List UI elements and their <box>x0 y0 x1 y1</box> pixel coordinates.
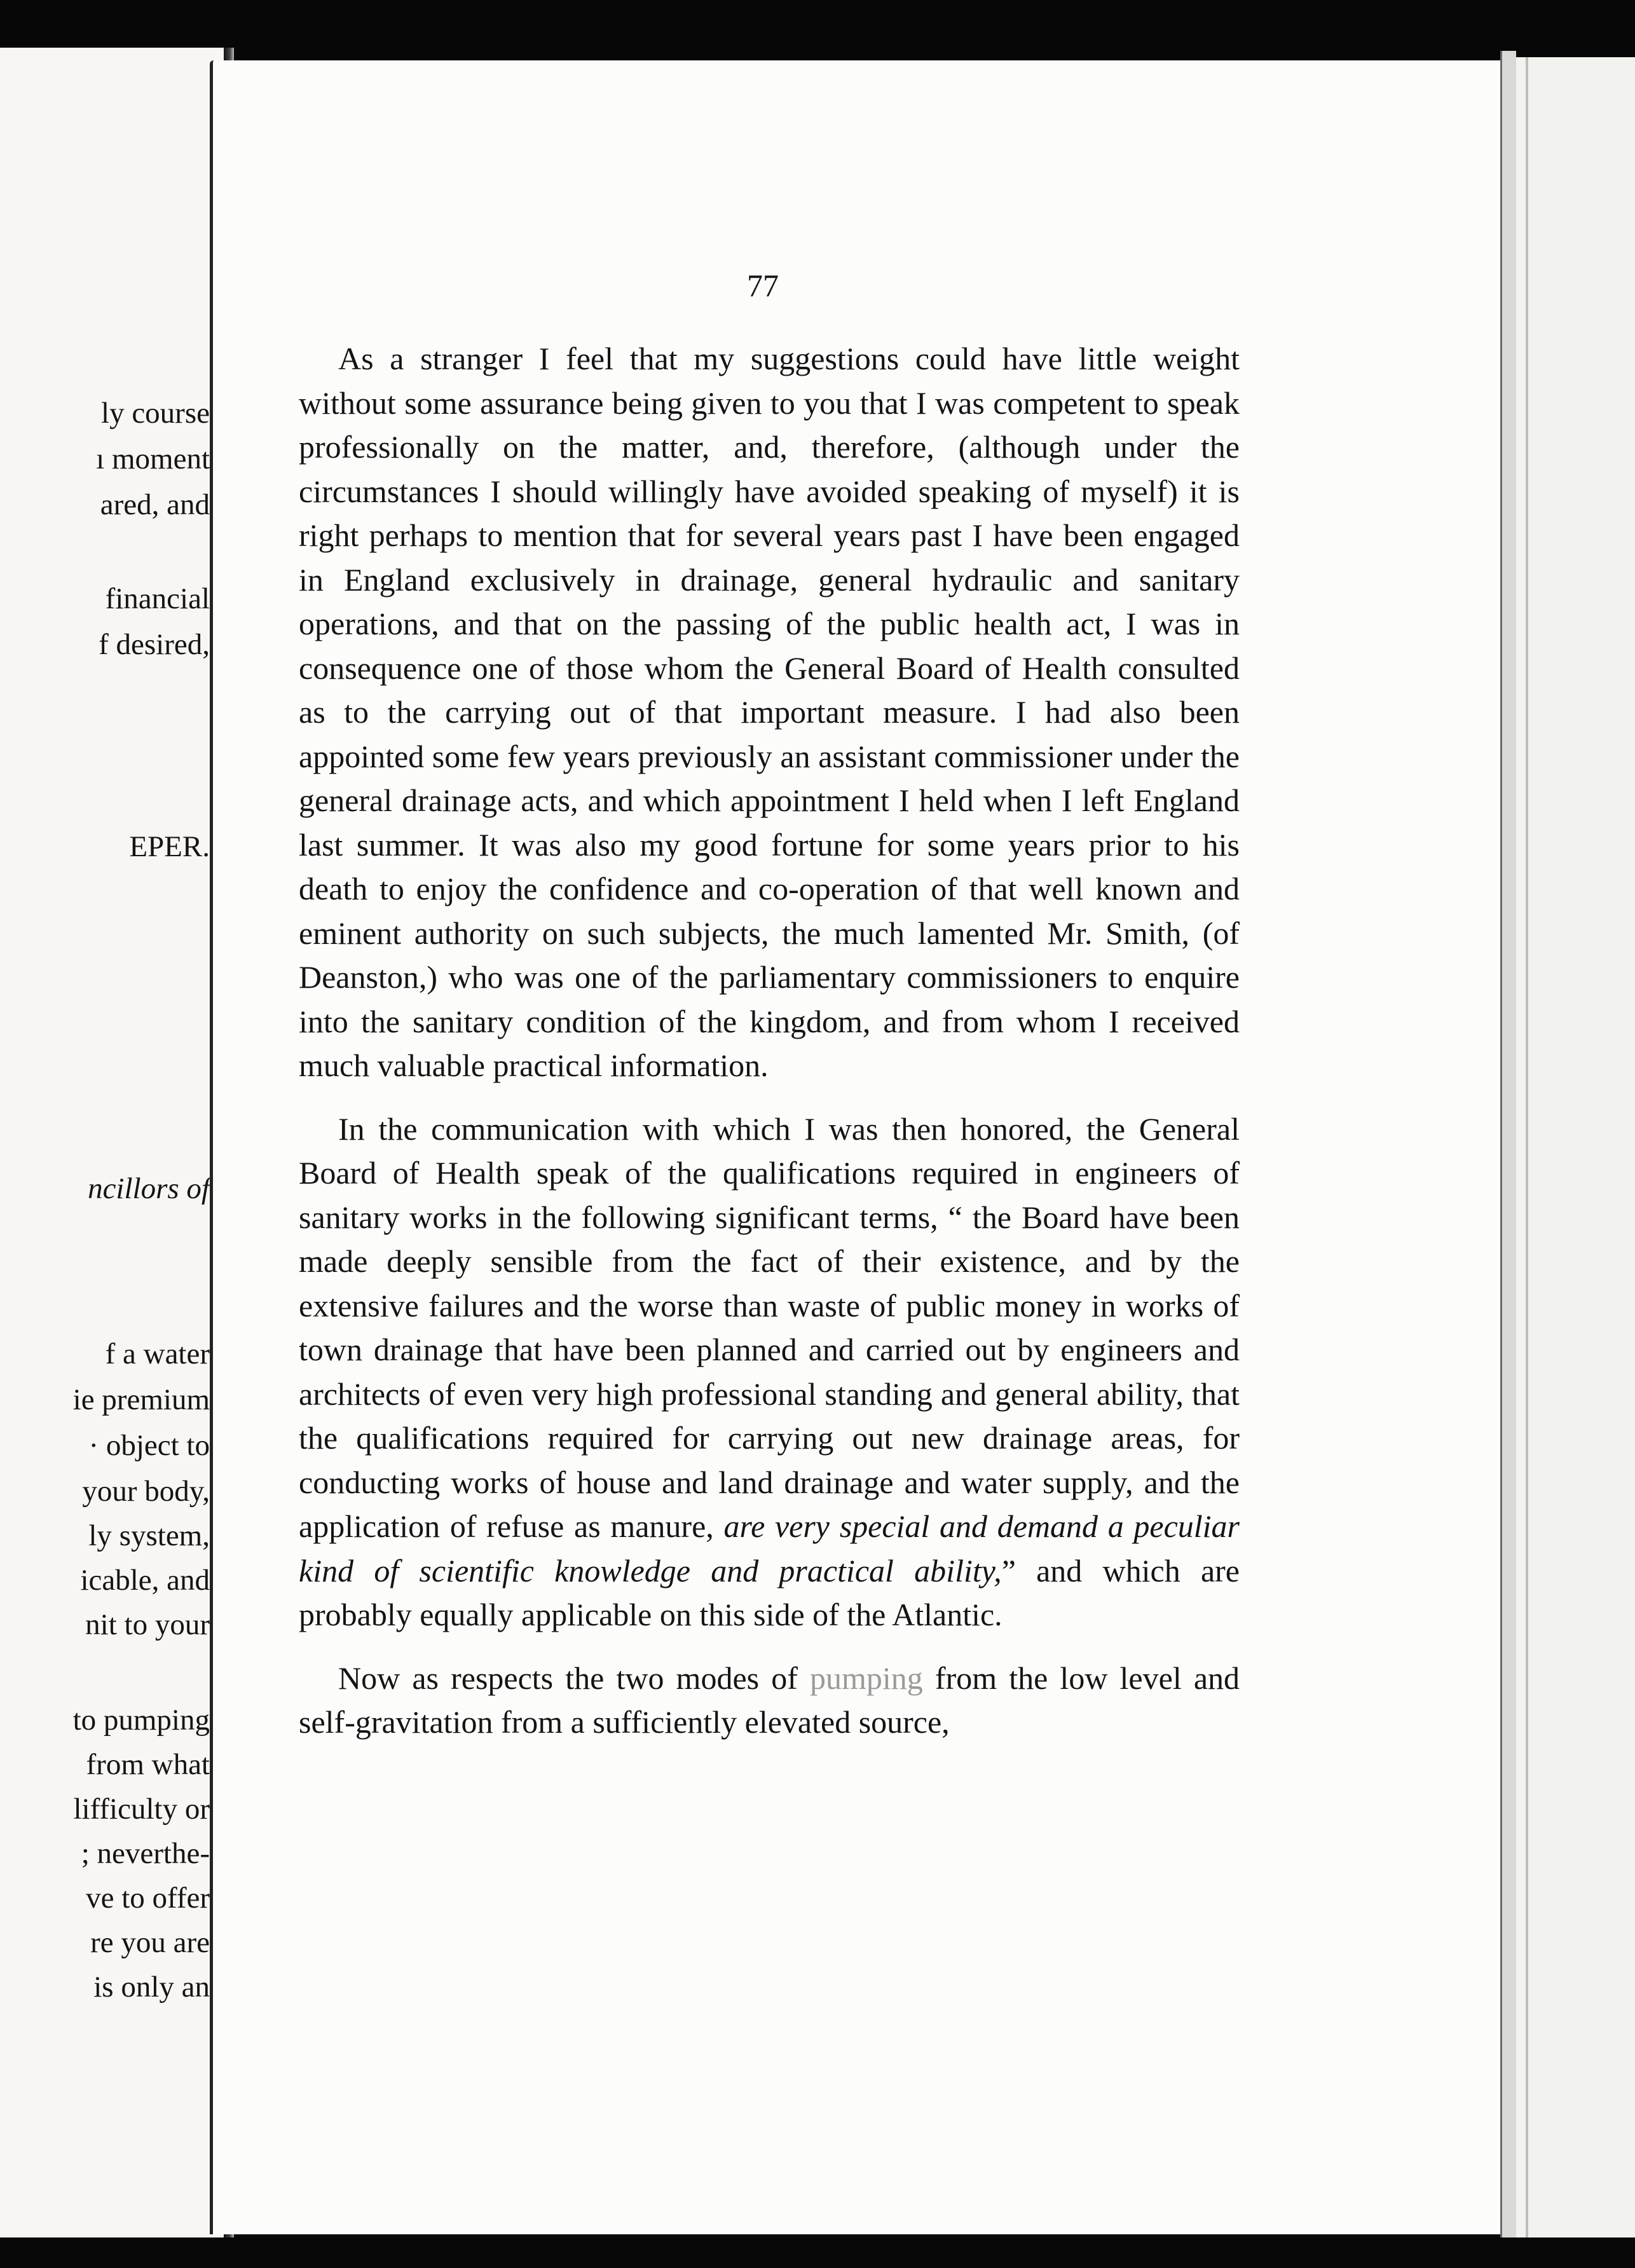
body-text <box>299 337 1240 1764</box>
left-page-fragment: from what <box>86 1748 210 1781</box>
left-page-fragment: f a water <box>105 1337 210 1370</box>
paragraph-text: Now as respects the two modes of <box>338 1660 798 1696</box>
left-page-fragment: f desired, <box>99 628 210 661</box>
left-page-fragment: ı moment <box>96 442 210 475</box>
faint-word: pumping <box>810 1660 923 1696</box>
paragraph-text: ” and which are probably equally applicable on this side of the Atlantic. <box>299 1552 1240 1632</box>
left-page-fragment: ; neverthe- <box>81 1837 210 1870</box>
left-page-fragment: ared, and <box>100 488 210 521</box>
left-page-fragment: re you are <box>90 1926 210 1959</box>
left-page-fragment: financial <box>105 582 210 615</box>
left-page-fragment: to pumping <box>72 1704 210 1737</box>
left-page-fragment: ie premium <box>72 1383 210 1416</box>
left-page-fragment: ve to offer <box>86 1882 210 1915</box>
paragraph-text: As a stranger I feel that my suggestions could have little weight without some assurance being given to you that I was competent to speak professionally on the matter, and, therefore, (although under the circumstances I should willingly have avoided speaking of myself) it is right perhaps to mention that for several years past I have been engaged in England exclusively in drainage, general hydraulic and sanitary operations, and that on the passing of the public health act, I was in consequence one of those whom the General Board of Health consulted as to the carrying out of that important measure. I had also been appointed some few years previously an assistant commissioner under the general drainage acts, and which appointment I held when I left England last summer. It was also my good fortune for some years prior to his death to enjoy the confidence and co-operation of that well known and eminent authority on such subjects, the much lamented Mr. Smith, (of Deanston,) who was one of the parliamentary commissioners to enquire into the sanitary condition of the kingdom, and from whom I received much valuable practical information. <box>299 341 1240 1083</box>
paragraph <box>299 1657 1240 1745</box>
paragraph <box>299 1107 1240 1637</box>
italic-quotation: are very special and demand a peculiar kind of scientific knowledge and practical ability, <box>299 1508 1240 1588</box>
left-page-fragment: ncillors of <box>88 1172 210 1205</box>
left-page-fragment: · object to <box>88 1429 210 1462</box>
paragraph <box>299 337 1240 1088</box>
left-page-fragment: nit to your <box>85 1608 210 1641</box>
paragraph-text: from the low level and self-gravitation from a sufficiently elevated source, <box>299 1660 1240 1740</box>
left-facing-page <box>0 48 228 2241</box>
page-edge <box>1500 51 1516 2237</box>
paragraph-text: In the communication with which I was then honored, the General Board of Health speak of the qualifications required in engineers of sanitary works in the following significant terms, “ the Board have been made deeply sensible from the fact of their existence, and by the extensive failures and the worse than waste of public money in works of town drainage that have been planned and carried out by engineers and architects of even very high professional standing and general ability, that the qualifications required for carrying out new drainage areas, for conducting works of house and land drainage and water supply, and the application of refuse as manure, <box>299 1110 1240 1544</box>
scanner-bottom-band <box>0 2237 1635 2268</box>
left-page-fragment: ly system, <box>88 1519 210 1552</box>
left-page-fragment: icable, and <box>80 1564 210 1597</box>
left-page-fragment: lifficulty or <box>73 1793 210 1826</box>
left-page-fragment: is only an <box>93 1971 210 2004</box>
left-page-fragment: your body, <box>82 1475 210 1508</box>
page-number: 77 <box>747 268 779 303</box>
page-edge-line <box>1526 57 1528 2237</box>
left-page-fragment: EPER. <box>129 830 210 863</box>
page-edge-stack <box>1514 57 1635 2237</box>
left-page-fragment: ly course <box>101 397 210 430</box>
scanner-top-band <box>0 0 1635 70</box>
